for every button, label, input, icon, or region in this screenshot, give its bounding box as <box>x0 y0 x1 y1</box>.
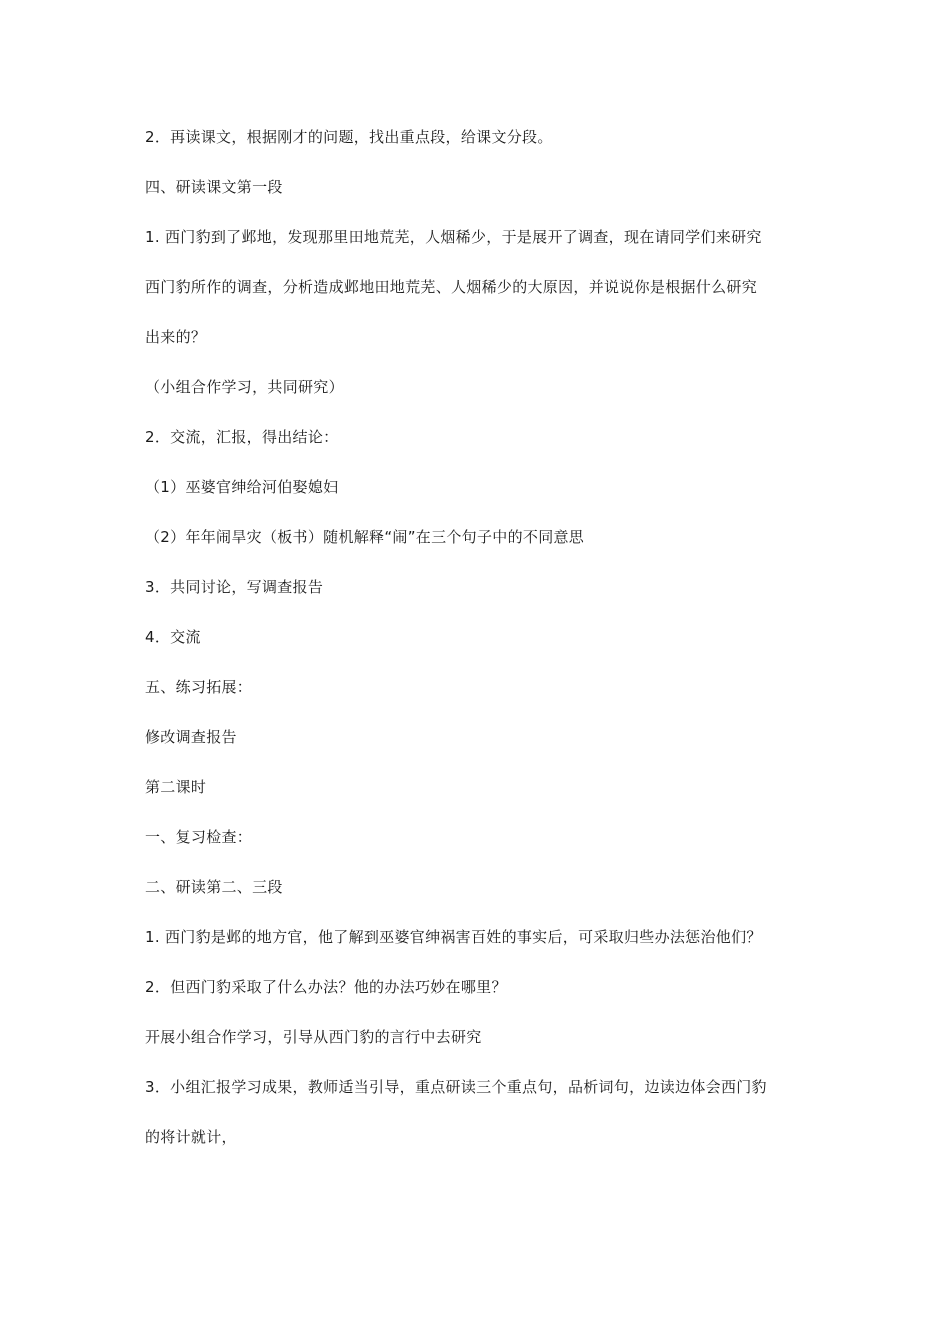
text-line: 的将计就计， <box>145 1128 237 1146</box>
section-heading: 五、练习拓展： <box>145 678 253 696</box>
text-line: 4．交流 <box>145 628 201 646</box>
text-line: 1. 西门豹是邺的地方官，他了解到巫婆官绅祸害百姓的事实后，可采取归些办法惩治他们？ <box>145 928 762 946</box>
section-heading: 二、研读第二、三段 <box>145 878 283 896</box>
lesson-heading: 第二课时 <box>145 778 207 796</box>
text-line: 1. 西门豹到了邺地，发现那里田地荒芜，人烟稀少，于是展开了调查，现在请同学们来研究 <box>145 228 762 246</box>
text-line: 2．再读课文，根据刚才的问题，找出重点段，给课文分段。 <box>145 128 553 146</box>
text-line: （2）年年闹旱灾（板书）随机解释“闹”在三个句子中的不同意思 <box>145 528 585 546</box>
text-line: 2．交流，汇报，得出结论： <box>145 428 339 446</box>
text-line: 3．小组汇报学习成果，教师适当引导，重点研读三个重点句，品析词句，边读边体会西门豹 <box>145 1078 767 1096</box>
text-line: 修改调查报告 <box>145 728 237 746</box>
text-line: 开展小组合作学习，引导从西门豹的言行中去研究 <box>145 1028 482 1046</box>
section-heading: 四、研读课文第一段 <box>145 178 283 196</box>
text-line: （1）巫婆官绅给河伯娶媳妇 <box>145 478 339 496</box>
text-line: 2．但西门豹采取了什么办法？他的办法巧妙在哪里？ <box>145 978 507 996</box>
section-heading: 一、复习检查： <box>145 828 253 846</box>
text-line: 出来的？ <box>145 328 207 346</box>
text-line: （小组合作学习，共同研究） <box>145 378 344 396</box>
text-line: 西门豹所作的调查，分析造成邺地田地荒芜、人烟稀少的大原因，并说说你是根据什么研究 <box>145 278 758 296</box>
text-line: 3．共同讨论，写调查报告 <box>145 578 324 596</box>
